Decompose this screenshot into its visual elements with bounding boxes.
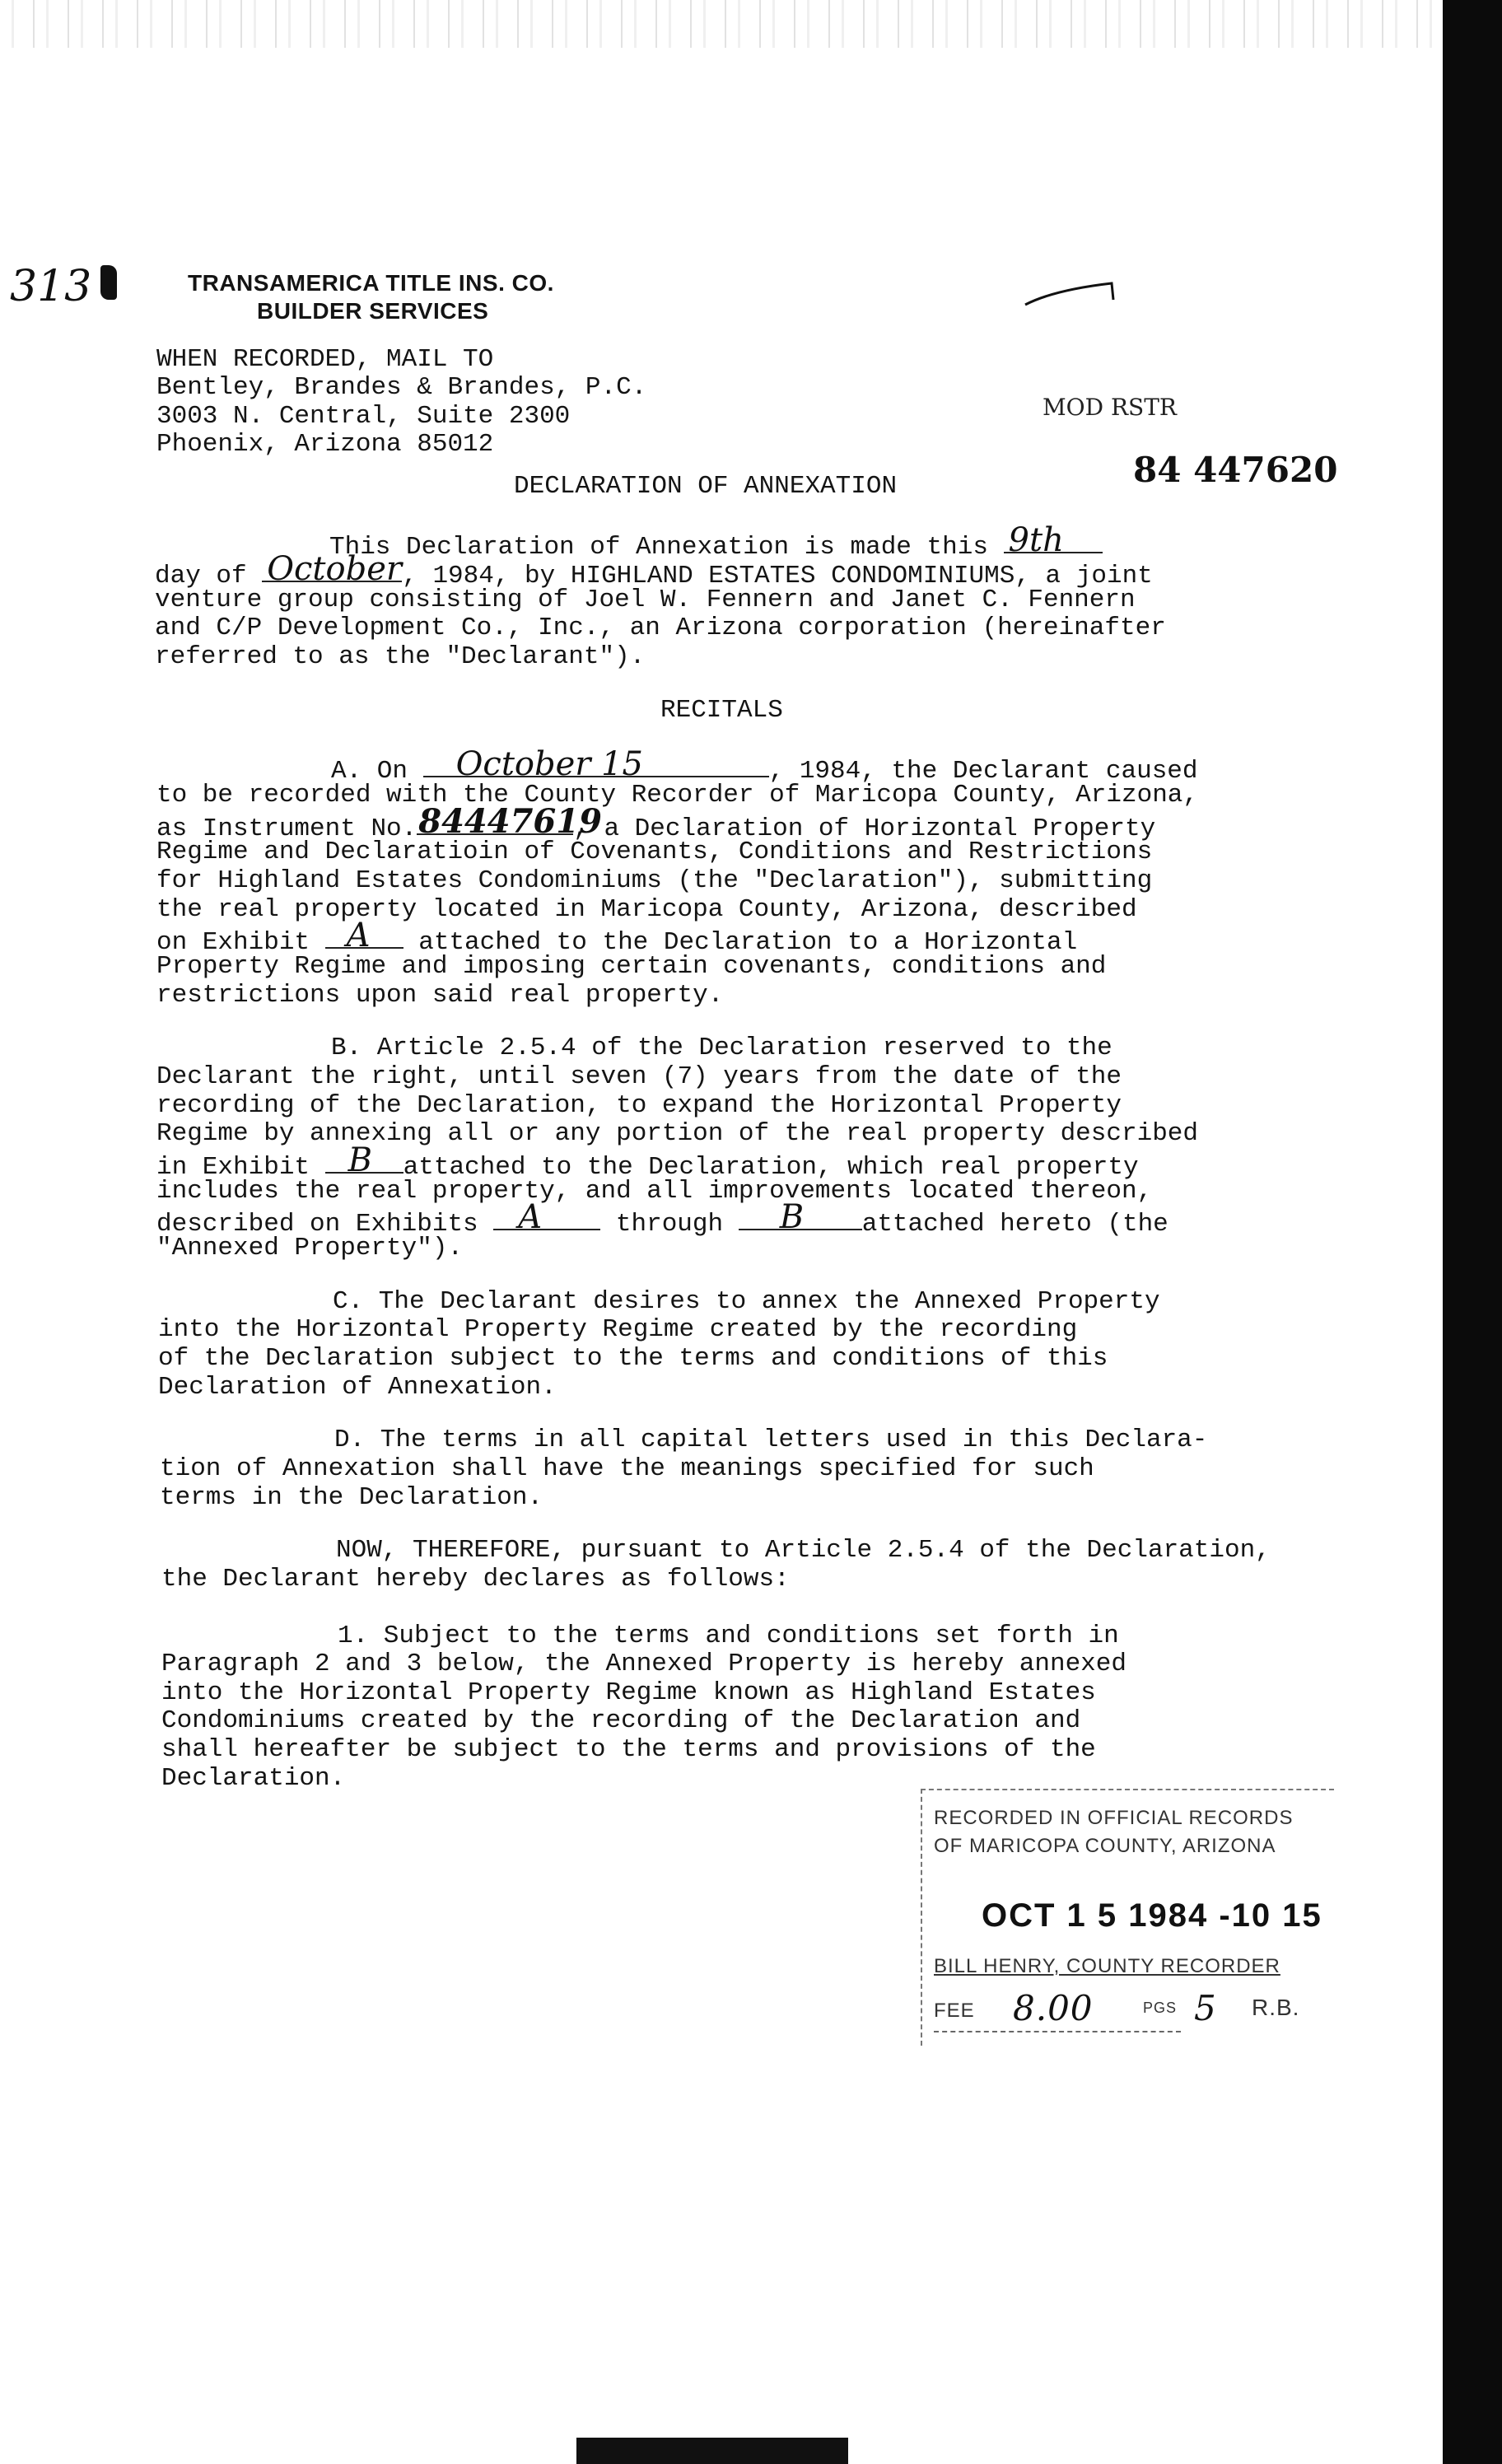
- stamp-fee: 8.00: [1013, 1988, 1094, 2028]
- intro-line-2: day of October , 1984, by HIGHLAND ESTATES CONDOMINIUMS, a joint: [155, 550, 1153, 590]
- recital-c-line-1: C. The Declarant desires to annex the Annexed Property: [333, 1287, 1160, 1316]
- recording-stamp: [921, 1789, 1334, 2046]
- recital-b-line-8: "Annexed Property").: [156, 1234, 464, 1262]
- recital-b-line-3: recording of the Declaration, to expand the Horizontal Property: [156, 1091, 1122, 1120]
- recital-d-line-1: D. The terms in all capital letters used in this Declara-: [334, 1426, 1208, 1454]
- recital-c-line-4: Declaration of Annexation.: [158, 1373, 557, 1402]
- stamp-pages: 5: [1194, 1988, 1217, 2028]
- paragraph-1-line-6: Declaration.: [161, 1764, 346, 1793]
- margin-mark: [100, 265, 117, 300]
- handwritten-exhibit-b: B: [348, 1141, 373, 1180]
- handwritten-recording-date: October 15: [455, 745, 643, 784]
- recital-d-line-3: terms in the Declaration.: [160, 1483, 543, 1512]
- stamp-fee-underline: [934, 2031, 1181, 2032]
- instrument-number: 84 447620: [1133, 450, 1338, 490]
- recital-c-line-3: of the Declaration subject to the terms and conditions of this: [158, 1344, 1108, 1373]
- recital-a-line-3: as Instrument No. 84447619 , a Declaration of Horizontal Property: [156, 802, 1156, 843]
- company-name: TRANSAMERICA TITLE INS. CO.: [188, 270, 554, 296]
- recital-b-line-1: B. Article 2.5.4 of the Declaration reserved to the: [331, 1034, 1113, 1062]
- department-name: BUILDER SERVICES: [257, 298, 489, 324]
- intro-line-3: venture group consisting of Joel W. Fennern and Janet C. Fennern: [155, 586, 1136, 614]
- now-therefore-line-2: the Declarant hereby declares as follows:: [161, 1565, 790, 1594]
- recital-b-line-5: in Exhibit B attached to the Declaration, which real property: [156, 1141, 1139, 1182]
- recital-a-line-2: to be recorded with the County Recorder of Maricopa County, Arizona,: [156, 781, 1199, 810]
- handwritten-exhibit-a: A: [346, 917, 371, 955]
- now-therefore-line-1: NOW, THEREFORE, pursuant to Article 2.5.4 of the Declaration,: [336, 1536, 1271, 1565]
- handwritten-exhibit-start: A: [518, 1198, 543, 1237]
- paragraph-1-line-1: 1. Subject to the terms and conditions set forth in: [338, 1622, 1119, 1650]
- handwritten-tick-mark: [1021, 272, 1128, 313]
- handwritten-instrument-number: 84447619: [418, 802, 602, 842]
- stamp-fee-label: FEE: [934, 2000, 975, 2022]
- mail-to-label: WHEN RECORDED, MAIL TO: [156, 345, 494, 374]
- stamp-recorder: BILL HENRY, COUNTY RECORDER: [934, 1955, 1280, 1977]
- recital-a-line-5: for Highland Estates Condominiums (the "Declaration"), submitting: [156, 866, 1153, 895]
- margin-note: 313: [10, 262, 92, 311]
- stamp-initials: R.B.: [1252, 1995, 1300, 2020]
- recital-b-line-7: described on Exhibits A through B attached hereto (the: [156, 1198, 1168, 1239]
- scan-noise-top: [0, 0, 1502, 48]
- stamp-line-1: RECORDED IN OFFICIAL RECORDS: [934, 1807, 1294, 1829]
- scan-edge-bottom: [576, 2438, 848, 2464]
- recitals-heading: RECITALS: [660, 696, 783, 725]
- recital-a-line-1: A. On October 15 , 1984, the Declarant caused: [331, 745, 1198, 786]
- intro-line-4: and C/P Development Co., Inc., an Arizona corporation (hereinafter: [155, 614, 1166, 642]
- recital-a-line-9: restrictions upon said real property.: [156, 981, 724, 1010]
- mod-rstr-stamp: MOD RSTR: [1043, 394, 1177, 421]
- intro-line-1: This Declaration of Annexation is made this 9th: [329, 529, 1103, 562]
- scan-edge: [1443, 0, 1502, 2464]
- handwritten-exhibit-end: B: [779, 1198, 805, 1237]
- recital-b-line-4: Regime by annexing all or any portion of the real property described: [156, 1119, 1199, 1148]
- mail-to-street: 3003 N. Central, Suite 2300: [156, 402, 571, 431]
- mail-to-name: Bentley, Brandes & Brandes, P.C.: [156, 373, 647, 402]
- stamp-pgs-label: PGS: [1143, 2000, 1178, 2016]
- mail-to-city: Phoenix, Arizona 85012: [156, 430, 494, 459]
- paragraph-1-line-4: Condominiums created by the recording of the Declaration and: [161, 1706, 1081, 1735]
- recital-a-line-4: Regime and Declaratioin of Covenants, Conditions and Restrictions: [156, 838, 1153, 866]
- paragraph-1-line-5: shall hereafter be subject to the terms and provisions of the: [161, 1735, 1096, 1764]
- recital-b-line-2: Declarant the right, until seven (7) years from the date of the: [156, 1062, 1122, 1091]
- recital-a-line-8: Property Regime and imposing certain covenants, conditions and: [156, 952, 1107, 981]
- recital-a-line-6: the real property located in Maricopa County, Arizona, described: [156, 895, 1137, 924]
- recital-b-line-6: includes the real property, and all improvements located thereon,: [156, 1177, 1153, 1206]
- document-title: DECLARATION OF ANNEXATION: [514, 472, 898, 501]
- stamp-line-2: OF MARICOPA COUNTY, ARIZONA: [934, 1835, 1276, 1857]
- paragraph-1-line-3: into the Horizontal Property Regime known as Highland Estates: [161, 1678, 1096, 1707]
- handwritten-month: October: [267, 550, 402, 589]
- recital-c-line-2: into the Horizontal Property Regime created by the recording: [158, 1315, 1078, 1344]
- intro-line-5: referred to as the "Declarant").: [155, 642, 646, 671]
- stamp-date: OCT 1 5 1984 -10 15: [982, 1897, 1322, 1934]
- recital-a-line-7: on Exhibit A attached to the Declaration to a Horizontal: [156, 917, 1078, 957]
- handwritten-day: 9th: [1008, 521, 1064, 560]
- recital-d-line-2: tion of Annexation shall have the meanings specified for such: [160, 1454, 1094, 1483]
- paragraph-1-line-2: Paragraph 2 and 3 below, the Annexed Property is hereby annexed: [161, 1650, 1126, 1678]
